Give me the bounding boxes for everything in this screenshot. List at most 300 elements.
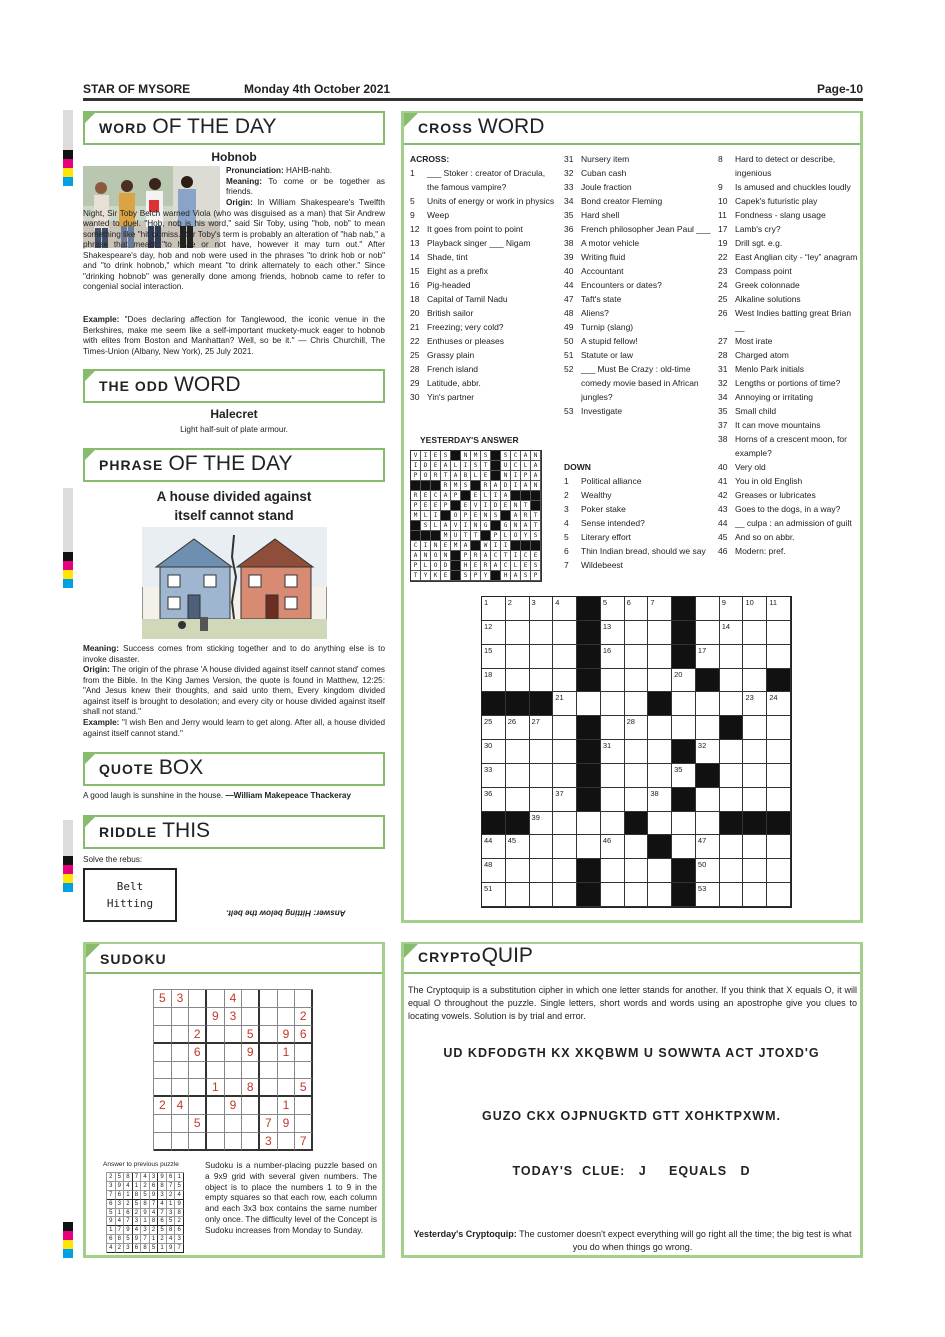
crossword-cell[interactable] [767,716,791,740]
crossword-block [577,788,601,812]
clue-number: 38 [564,238,574,248]
crossword-block [767,669,791,693]
sudoku-cell[interactable] [242,1008,260,1026]
sudoku-cell[interactable]: 3 [172,990,190,1008]
crossword-cell[interactable] [743,788,767,812]
crossword-cell[interactable] [482,859,506,883]
crossword-cell[interactable] [672,812,696,836]
sudoku-cell[interactable] [260,1044,278,1062]
sudoku-cell[interactable]: 4 [172,1097,190,1115]
crossword-cell[interactable] [530,812,554,836]
crossword-cell[interactable] [625,740,649,764]
sudoku-cell[interactable]: 9 [242,1044,260,1062]
crossword-cell[interactable] [553,716,577,740]
crossword-cell[interactable] [648,669,672,693]
crossword-cell[interactable] [696,692,720,716]
crossword-cell[interactable] [672,835,696,859]
crossword-cell[interactable] [577,692,601,716]
sudoku-cell[interactable] [207,1044,225,1062]
sudoku-cell[interactable] [225,1026,243,1044]
down-clue [718,194,860,208]
crossword-cell[interactable] [506,645,530,669]
crossword-cell[interactable] [648,597,672,621]
sudoku-cell[interactable] [295,990,313,1008]
crossword-cell[interactable] [767,859,791,883]
crossword-cell[interactable] [696,859,720,883]
crossword-cell[interactable] [767,883,791,907]
clue-text: Writing fluid [581,252,626,262]
clue-number: 25 [718,294,728,304]
sudoku-cell[interactable] [278,1133,296,1151]
answer-cell: E [461,501,471,511]
sudoku-cell[interactable]: 5 [189,1115,207,1133]
crossword-cell[interactable] [601,645,625,669]
crossword-cell[interactable] [625,764,649,788]
crossword-cell[interactable] [530,621,554,645]
sudoku-cell[interactable]: 2 [189,1026,207,1044]
crossword-cell[interactable] [672,716,696,740]
crossword-cell[interactable] [696,645,720,669]
crossword-cell[interactable] [482,740,506,764]
section-title-small: RIDDLE [99,824,158,840]
crossword-cell[interactable] [625,597,649,621]
sudoku-cell[interactable]: 5 [295,1079,313,1097]
sudoku-cell[interactable]: 6 [295,1026,313,1044]
sudoku-cell[interactable] [172,1062,190,1080]
crossword-cell[interactable] [696,716,720,740]
crossword-cell[interactable] [648,812,672,836]
crossword-cell[interactable] [482,669,506,693]
sudoku-cell[interactable]: 1 [278,1044,296,1062]
sudoku-cell[interactable]: 5 [154,990,172,1008]
crossword-cell[interactable] [767,692,791,716]
sudoku-cell[interactable] [154,1079,172,1097]
crossword-cell[interactable] [767,740,791,764]
crossword-cell[interactable] [506,788,530,812]
crossword-cell[interactable] [648,716,672,740]
sudoku-cell[interactable]: 2 [154,1097,172,1115]
sudoku-cell[interactable]: 3 [260,1133,278,1151]
sudoku-cell[interactable]: 7 [260,1115,278,1133]
sudoku-cell[interactable]: 9 [207,1008,225,1026]
crossword-cell[interactable] [601,740,625,764]
sudoku-cell[interactable]: 9 [225,1097,243,1115]
crossword-cell[interactable] [625,859,649,883]
crossword-cell[interactable] [553,740,577,764]
clue-text: Eight as a prefix [427,266,488,276]
sudoku-cell[interactable] [295,1062,313,1080]
crossword-cell[interactable] [743,740,767,764]
crossword-cell[interactable] [743,859,767,883]
answer-cell: 2 [116,1244,125,1253]
crossword-cell[interactable] [482,645,506,669]
crossword-cell[interactable] [743,621,767,645]
clue-number: 6 [564,546,569,556]
answer-cell: I [511,551,521,561]
crossword-cell[interactable] [648,740,672,764]
crossword-cell[interactable] [601,669,625,693]
crossword-cell[interactable] [530,740,554,764]
sudoku-cell[interactable] [189,1133,207,1151]
crossword-cell[interactable] [553,835,577,859]
crossword-cell[interactable] [482,597,506,621]
crossword-cell[interactable] [577,812,601,836]
answer-cell: L [511,561,521,571]
cell-number: 10 [745,598,754,607]
clue-text: ___ Stoker : creator of Dracula, the famous vampire? [427,168,546,192]
crossword-cell[interactable] [625,835,649,859]
crossword-cell[interactable] [506,859,530,883]
sudoku-cell[interactable] [207,990,225,1008]
answer-cell [521,491,531,501]
crossword-cell[interactable] [601,597,625,621]
sudoku-cell[interactable] [154,1026,172,1044]
clue-number: 27 [718,336,728,346]
crossword-cell[interactable] [530,859,554,883]
crossword-cell[interactable] [720,645,744,669]
crossword-cell[interactable] [530,788,554,812]
clue-text: Small child [735,406,777,416]
sudoku-cell[interactable] [260,1062,278,1080]
sudoku-cell[interactable]: 1 [278,1097,296,1115]
sudoku-cell[interactable] [172,1044,190,1062]
crossword-cell[interactable] [720,764,744,788]
crossword-cell[interactable] [720,883,744,907]
cell-number: 17 [697,645,707,655]
crossword-block [672,859,696,883]
sudoku-cell[interactable] [154,1044,172,1062]
crossword-cell[interactable] [672,692,696,716]
sudoku-cell[interactable] [172,1115,190,1133]
answer-cell: S [441,451,451,461]
word-of-day-header [83,111,385,145]
crossword-cell[interactable] [553,883,577,907]
crossword-cell[interactable] [720,740,744,764]
clue-text: Lamb's cry? [735,224,781,234]
sudoku-cell[interactable]: 5 [242,1026,260,1044]
crossword-cell[interactable] [696,597,720,621]
example-label: Example: [83,718,120,727]
sudoku-cell[interactable] [242,990,260,1008]
crossword-cell[interactable] [625,645,649,669]
answer-cell [431,531,441,541]
crossword-cell[interactable] [767,597,791,621]
clue-number: 36 [564,224,574,234]
crossword-cell[interactable] [530,764,554,788]
clue-number: 50 [564,336,574,346]
crossword-cell[interactable] [767,835,791,859]
crossword-cell[interactable] [743,669,767,693]
sudoku-cell[interactable] [295,1115,313,1133]
crossword-cell[interactable] [720,788,744,812]
sudoku-cell[interactable]: 3 [225,1008,243,1026]
sudoku-cell[interactable] [207,1133,225,1151]
answer-cell: P [521,471,531,481]
crossword-cell[interactable] [648,764,672,788]
answer-cell: M [441,531,451,541]
cryptoquip-clue: TODAY'S CLUE: J EQUALS D [512,1164,751,1178]
sudoku-cell[interactable] [278,990,296,1008]
sudoku-cell[interactable] [225,1079,243,1097]
crossword-cell[interactable] [506,883,530,907]
sudoku-cell[interactable] [242,1062,260,1080]
sudoku-cell[interactable] [225,1062,243,1080]
word-of-day-example [83,315,385,357]
answer-cell [411,531,421,541]
sudoku-cell[interactable] [260,1079,278,1097]
meaning-text: Success comes from sticking together and to do anything else is to invoke disaster. [83,644,385,664]
crossword-cell[interactable] [767,621,791,645]
sudoku-cell[interactable] [172,1133,190,1151]
crossword-cell[interactable] [767,788,791,812]
sudoku-cell[interactable] [172,1008,190,1026]
sudoku-cell[interactable] [295,1044,313,1062]
down-clue [718,418,860,432]
sudoku-cell[interactable] [242,1133,260,1151]
answer-cell: 8 [133,1191,142,1200]
crossword-cell[interactable] [553,645,577,669]
crossword-cell[interactable] [672,669,696,693]
down-clue [718,502,860,516]
clue-number: 34 [564,196,574,206]
crossword-cell[interactable] [696,812,720,836]
crossword-cell[interactable] [530,716,554,740]
sudoku-cell[interactable] [154,1062,172,1080]
sudoku-cell[interactable] [189,1079,207,1097]
crossword-cell[interactable] [530,883,554,907]
crossword-cell[interactable] [482,621,506,645]
crossword-cell[interactable] [696,883,720,907]
clue-text: A motor vehicle [581,238,640,248]
answer-cell: 6 [158,1217,167,1226]
sudoku-cell[interactable] [207,1026,225,1044]
crossword-cell[interactable] [625,692,649,716]
crossword-cell[interactable] [743,883,767,907]
sudoku-header [86,944,382,974]
crossword-cell[interactable] [743,716,767,740]
sudoku-cell[interactable] [225,1133,243,1151]
crossword-cell[interactable] [601,692,625,716]
crossword-cell[interactable] [553,859,577,883]
crossword-cell[interactable] [743,764,767,788]
crossword-cell[interactable] [743,645,767,669]
crossword-cell[interactable] [648,788,672,812]
crossword-cell[interactable] [601,716,625,740]
clue-text: Capek's futuristic play [735,196,818,206]
crossword-cell[interactable] [601,764,625,788]
crossword-block [696,669,720,693]
section-title: QUIP [481,944,533,967]
crossword-block [577,740,601,764]
crossword-cell[interactable] [696,740,720,764]
crossword-cell[interactable] [743,692,767,716]
crossword-cell[interactable] [530,835,554,859]
sudoku-cell[interactable]: 1 [207,1079,225,1097]
crossword-cell[interactable] [767,764,791,788]
crossword-cell[interactable] [601,812,625,836]
crossword-cell[interactable] [482,788,506,812]
sudoku-cell[interactable]: 9 [278,1115,296,1133]
crossword-cell[interactable] [743,835,767,859]
crossword-cell[interactable] [506,835,530,859]
sudoku-cell[interactable] [260,990,278,1008]
sudoku-cell[interactable] [172,1079,190,1097]
yesterday-answer-label: YESTERDAY'S ANSWER [420,435,519,445]
sudoku-cell[interactable] [278,1008,296,1026]
crossword-cell[interactable] [506,716,530,740]
crossword-cell[interactable] [720,621,744,645]
crossword-cell[interactable] [506,669,530,693]
crossword-cell[interactable] [482,716,506,740]
cell-number: 20 [674,669,683,679]
sudoku-cell[interactable] [260,1008,278,1026]
crossword-cell[interactable] [553,597,577,621]
answer-cell [421,481,431,491]
answer-cell: E [521,561,531,571]
clue-text: Very old [735,462,766,472]
sudoku-cell[interactable]: 7 [295,1133,313,1151]
crossword-cell[interactable] [506,621,530,645]
answer-cell: 4 [167,1235,176,1244]
section-title-small: WORD [99,120,148,136]
cell-number: 4 [555,598,560,607]
crossword-cell[interactable] [482,883,506,907]
crossword-cell[interactable] [601,883,625,907]
page-number: Page-10 [816,82,863,96]
sudoku-cell[interactable] [189,990,207,1008]
sudoku-cell[interactable] [225,1044,243,1062]
clue-number: 39 [564,252,574,262]
cell-number: 25 [484,717,493,727]
crossword-cell[interactable] [625,621,649,645]
answer-cell [451,551,461,561]
down-clue [564,516,712,530]
crossword-cell[interactable] [625,788,649,812]
answer-cell: G [501,521,511,531]
across-clue [410,390,558,404]
sudoku-cell[interactable] [278,1079,296,1097]
clue-number: 16 [410,280,420,290]
sudoku-cell[interactable] [260,1097,278,1115]
cell-number: 44 [484,836,493,846]
sudoku-cell[interactable] [172,1026,190,1044]
sudoku-cell[interactable]: 6 [189,1044,207,1062]
answer-cell: A [501,491,511,501]
answer-cell [411,481,421,491]
crossword-cell[interactable] [506,597,530,621]
sudoku-cell[interactable] [154,1133,172,1151]
clue-text: Yin's partner [427,392,475,402]
crossword-cell[interactable] [577,835,601,859]
cryptoquip-header [404,944,860,974]
crossword-cell[interactable] [553,764,577,788]
crossword-cell[interactable] [601,835,625,859]
crossword-cell[interactable] [720,859,744,883]
crossword-cell[interactable] [648,883,672,907]
crossword-cell[interactable] [696,835,720,859]
sudoku-cell[interactable] [207,1097,225,1115]
cell-number: 45 [507,836,517,846]
crossword-cell[interactable] [696,788,720,812]
cell-number: 16 [602,645,612,655]
answer-cell: E [471,561,481,571]
sudoku-cell[interactable] [225,1115,243,1133]
crossword-cell[interactable] [553,621,577,645]
sudoku-cell[interactable]: 2 [295,1008,313,1026]
crossword-cell[interactable] [648,621,672,645]
crossword-cell[interactable] [625,669,649,693]
sudoku-cell[interactable] [295,1097,313,1115]
sudoku-cell[interactable]: 9 [278,1026,296,1044]
phrase-line: A house divided against [156,489,312,504]
sudoku-cell[interactable] [189,1097,207,1115]
sudoku-cell[interactable]: 8 [242,1079,260,1097]
crossword-cell[interactable] [720,669,744,693]
answer-cell: D [501,481,511,491]
sudoku-cell[interactable] [207,1062,225,1080]
answer-cell: 8 [124,1173,133,1182]
crossword-cell[interactable] [553,812,577,836]
answer-cell: L [451,461,461,471]
crossword-cell[interactable] [530,669,554,693]
sudoku-cell[interactable] [278,1062,296,1080]
crossword-cell[interactable] [625,716,649,740]
crossword-cell[interactable] [601,859,625,883]
crossword-cell[interactable] [553,692,577,716]
crossword-cell[interactable] [648,645,672,669]
crossword-cell[interactable] [696,621,720,645]
sudoku-cell[interactable] [242,1097,260,1115]
answer-cell: 5 [141,1191,150,1200]
crossword-cell[interactable] [553,788,577,812]
crossword-cell[interactable] [625,883,649,907]
crossword-block [672,883,696,907]
clue-number: 37 [718,420,728,430]
crossword-cell[interactable] [601,788,625,812]
crossword-cell[interactable] [530,597,554,621]
down-clue [718,236,860,250]
crossword-cell[interactable] [767,645,791,669]
crossword-cell[interactable] [672,764,696,788]
sudoku-cell[interactable] [242,1115,260,1133]
crossword-cell[interactable] [743,597,767,621]
crossword-cell[interactable] [648,859,672,883]
section-title: THIS [162,819,211,842]
sudoku-cell[interactable] [154,1115,172,1133]
answer-cell: 9 [150,1191,159,1200]
crossword-cell[interactable] [720,597,744,621]
odd-word-header [83,369,385,403]
sudoku-cell[interactable] [207,1115,225,1133]
sudoku-cell[interactable] [189,1008,207,1026]
crossword-cell[interactable] [530,645,554,669]
crossword-cell[interactable] [482,764,506,788]
clue-number: 53 [564,406,574,416]
crossword-cell[interactable] [506,740,530,764]
sudoku-cell[interactable] [154,1008,172,1026]
sudoku-cell[interactable] [260,1026,278,1044]
crossword-cell[interactable] [506,764,530,788]
crossword-cell[interactable] [720,835,744,859]
crossword-cell[interactable] [601,621,625,645]
answer-cell: R [481,561,491,571]
crossword-cell[interactable] [553,669,577,693]
sudoku-cell[interactable] [189,1062,207,1080]
crossword-cell[interactable] [482,835,506,859]
crossword-cell[interactable] [720,692,744,716]
answer-cell: L [501,531,511,541]
sudoku-cell[interactable]: 4 [225,990,243,1008]
